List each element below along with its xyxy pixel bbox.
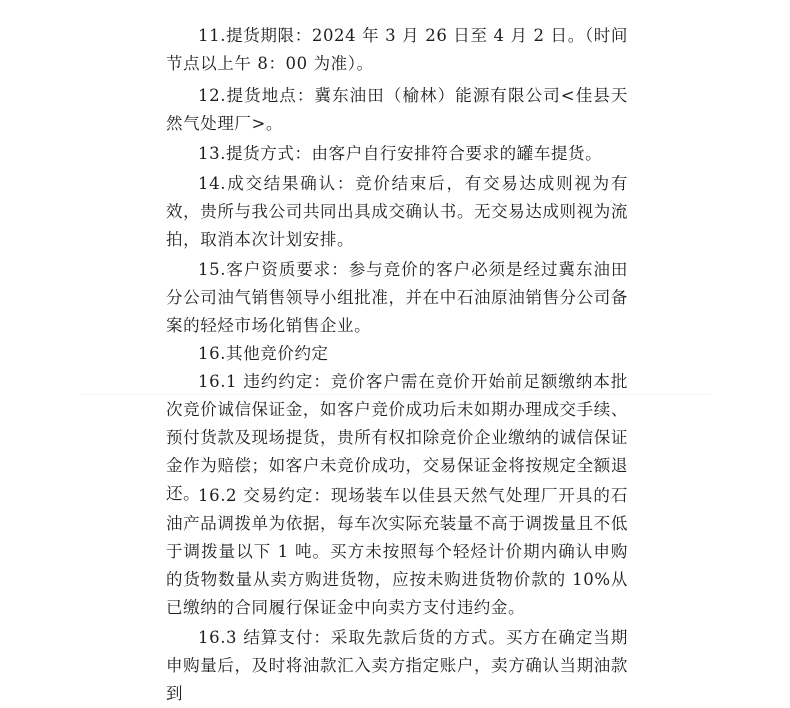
clause-14-result-confirmation: 14.成交结果确认：竞价结束后，有交易达成则视为有效，贵所与我公司共同出具成交确认书。无交易达成则视为流拍，取消本次计划安排。: [166, 174, 628, 249]
clause-16-other-agreements: 16.其他竞价约定: [198, 344, 329, 363]
clause-16-3-settlement-payment: 16.3 结算支付：采取先款后货的方式。买方在确定当期申购量后，及时将油款汇入卖方指定账户，卖方确认当期油款到: [166, 628, 628, 703]
clause-16-1-default-agreement: 16.1 违约约定：竞价客户需在竞价开始前足额缴纳本批次竞价诚信保证金，如客户竞价成功后未如期办理成交手续、预付货款及现场提货，贵所有权扣除竞价企业缴纳的诚信保证金作为赔偿；如客户未竞价成功，交易保证金将按规定全额退还。: [166, 372, 628, 503]
clause-11-pickup-period: 11.提货期限：2024 年 3 月 26 日至 4 月 2 日。（时间节点以上午 8：00 为准）。: [166, 26, 628, 73]
clause-12-pickup-location: 12.提货地点：冀东油田（榆林）能源有限公司<佳县天然气处理厂>。: [166, 86, 628, 133]
clause-13-pickup-method: 13.提货方式：由客户自行安排符合要求的罐车提货。: [198, 144, 603, 163]
clause-15-customer-qualification: 15.客户资质要求：参与竞价的客户必须是经过冀东油田分公司油气销售领导小组批准，并在中石油原油销售分公司备案的轻烃市场化销售企业。: [166, 260, 628, 335]
clause-16-2-transaction-agreement: 16.2 交易约定：现场装车以佳县天然气处理厂开具的石油产品调拨单为依据，每车次实际充装量不高于调拨量且不低于调拨量以下 1 吨。买方未按照每个轻烃计价期内确认申购的货物数量从卖方购进货物，应按未购进货物价款的 10%从已缴纳的合同履行保证金中向卖方支付违约金。: [166, 486, 628, 617]
